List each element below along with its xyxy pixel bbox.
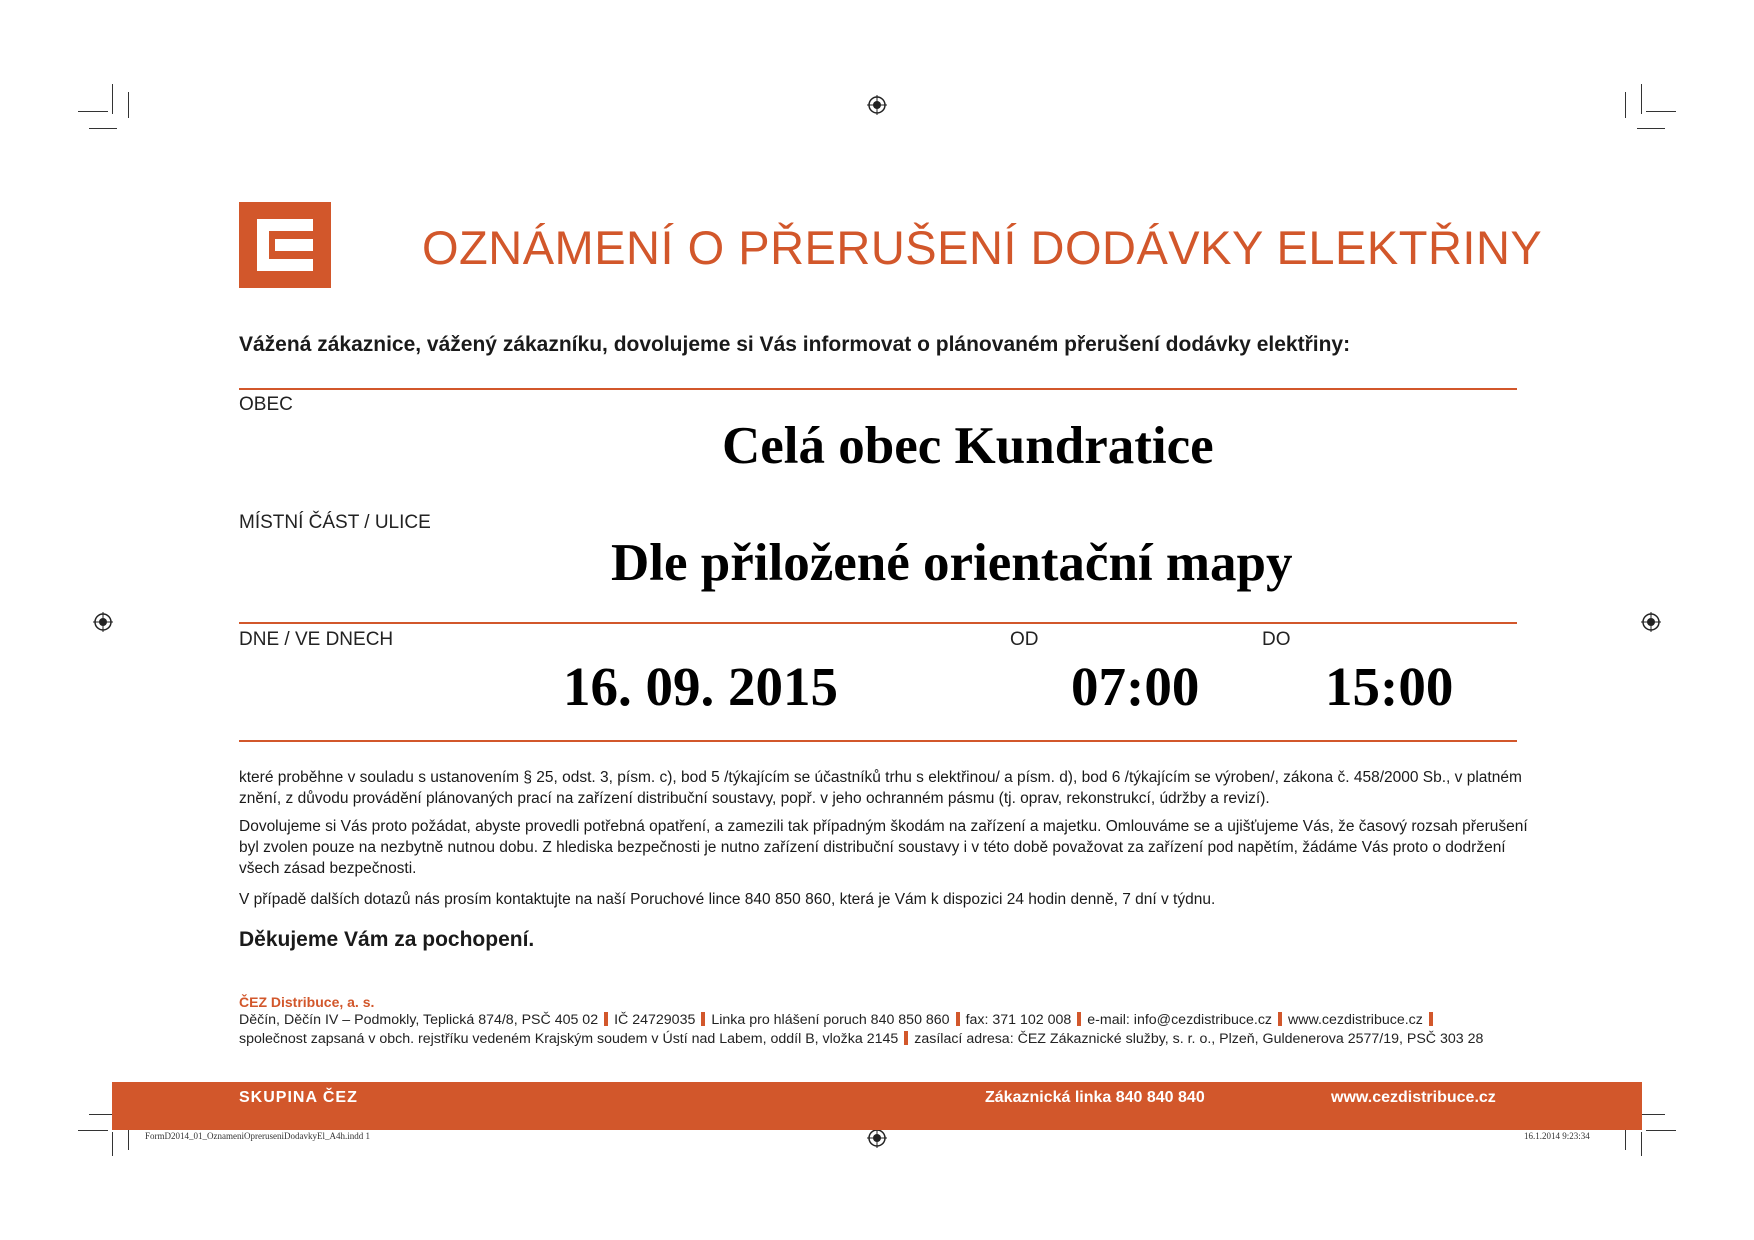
divider — [239, 622, 1517, 624]
fault-line-text: Linka pro hlášení poruch 840 850 860 — [711, 1012, 950, 1028]
divider — [239, 388, 1517, 390]
time-from-value: 07:00 — [1071, 656, 1200, 717]
ulice-label: MÍSTNÍ ČÁST / ULICE — [239, 512, 431, 533]
contact-paragraph: V případě dalších dotazů nás prosím kontaktujte na naší Poruchové lince 840 850 860, která je Vám k dispozici 24 hodin denně, 7 dní v týdnu. — [239, 891, 1216, 908]
address-text: Děčín, Děčín IV – Podmokly, Teplická 874/8, PSČ 405 02 — [239, 1012, 599, 1028]
legal-paragraph: které proběhne v souladu s ustanovením § 25, odst. 3, písm. c), bod 5 /týkajícím se účastníků trhu s elektřinou/ a písm. d), bod 6 /týkajícím se výroben/, zákona č. 458/2000 Sb., v platném znění, z důvodu provádění plánovaných prací na zařízení distribuční soustavy, popř. v jeho ochranném pásmu (tj. oprav, rekonstrukcí, údržby a revizí). — [239, 769, 1522, 807]
crop-mark — [1637, 128, 1665, 129]
crop-mark — [1625, 1130, 1626, 1150]
obec-label: OBEC — [239, 394, 293, 415]
divider — [239, 740, 1517, 742]
page-title: OZNÁMENÍ O PŘERUŠENÍ DODÁVKY ELEKTŘINY — [422, 221, 1543, 274]
time-to-value: 15:00 — [1325, 656, 1454, 717]
customer-line-text: Zákaznická linka 840 840 840 — [985, 1089, 1205, 1106]
crop-mark — [128, 92, 129, 118]
crop-mark — [112, 1132, 113, 1156]
safety-paragraph: Dovolujeme si Vás proto požádat, abyste provedli potřebná opatření, a zamezili tak případným škodám na zařízení a majetku. Omlouváme se a ujišťujeme Vás, že časový rozsah přerušení byl zvolen pouze na nezbytně nutnou dobu. Z hlediska bezpečnosti je nutno zařízení distribuční soustavy i v této době považovat za zařízení pod napětím, žádáme Vás proto o dodržení všech zásad bezpečnosti. — [239, 818, 1528, 877]
ico-text: IČ 24729035 — [614, 1012, 696, 1028]
registration-mark-icon — [93, 612, 113, 632]
crop-mark — [1646, 111, 1676, 112]
cez-logo-icon — [239, 202, 331, 288]
register-line — [239, 1031, 1483, 1047]
dne-label: DNE / VE DNECH — [239, 629, 394, 650]
crop-mark — [1641, 84, 1642, 114]
registration-mark-icon — [867, 1128, 887, 1148]
crop-mark — [1646, 1130, 1676, 1131]
mailing-address-text: zasílací adresa: ČEZ Zákaznické služby, s. r. o., Plzeň, Guldenerova 2577/19, PSČ 303 28 — [914, 1031, 1484, 1047]
ulice-value: Dle přiložené orientační mapy — [611, 534, 1293, 592]
print-date-stamp: 16.1.2014 9:23:34 — [1524, 1131, 1590, 1141]
registration-mark-icon — [1641, 612, 1661, 632]
crop-mark — [1641, 1132, 1642, 1156]
do-label: DO — [1262, 629, 1291, 650]
bar-web-link[interactable]: www.cezdistribuce.cz — [1331, 1089, 1496, 1106]
address-line — [239, 1012, 1439, 1028]
web-link[interactable]: www.cezdistribuce.cz — [1288, 1012, 1423, 1028]
greeting-text: Vážená zákaznice, vážený zákazníku, dovolujeme si Vás informovat o plánovaném přerušení dodávky elektřiny: — [239, 333, 1351, 356]
print-file-info: FormD2014_01_OznameniOpreruseniDodavkyEl_A4h.indd 1 — [145, 1131, 370, 1141]
obec-value: Celá obec Kundratice — [722, 417, 1214, 475]
registration-mark-icon — [867, 95, 887, 115]
date-value: 16. 09. 2015 — [563, 656, 838, 717]
crop-mark — [1625, 92, 1626, 118]
email-link[interactable]: e-mail: info@cezdistribuce.cz — [1087, 1012, 1273, 1028]
fax-text: fax: 371 102 008 — [965, 1012, 1072, 1028]
group-label: SKUPINA ČEZ — [239, 1089, 358, 1106]
company-name: ČEZ Distribuce, a. s. — [239, 994, 375, 1010]
crop-mark — [78, 111, 108, 112]
crop-mark — [78, 1130, 108, 1131]
crop-mark — [112, 84, 113, 114]
crop-mark — [128, 1130, 129, 1150]
thanks-text: Děkujeme Vám za pochopení. — [239, 928, 535, 951]
crop-mark — [89, 128, 117, 129]
footer-bar — [112, 1082, 1642, 1130]
od-label: OD — [1010, 629, 1039, 650]
register-text: společnost zapsaná v obch. rejstříku vedeném Krajským soudem v Ústí nad Labem, oddíl B, vložka 2145 — [239, 1031, 899, 1047]
